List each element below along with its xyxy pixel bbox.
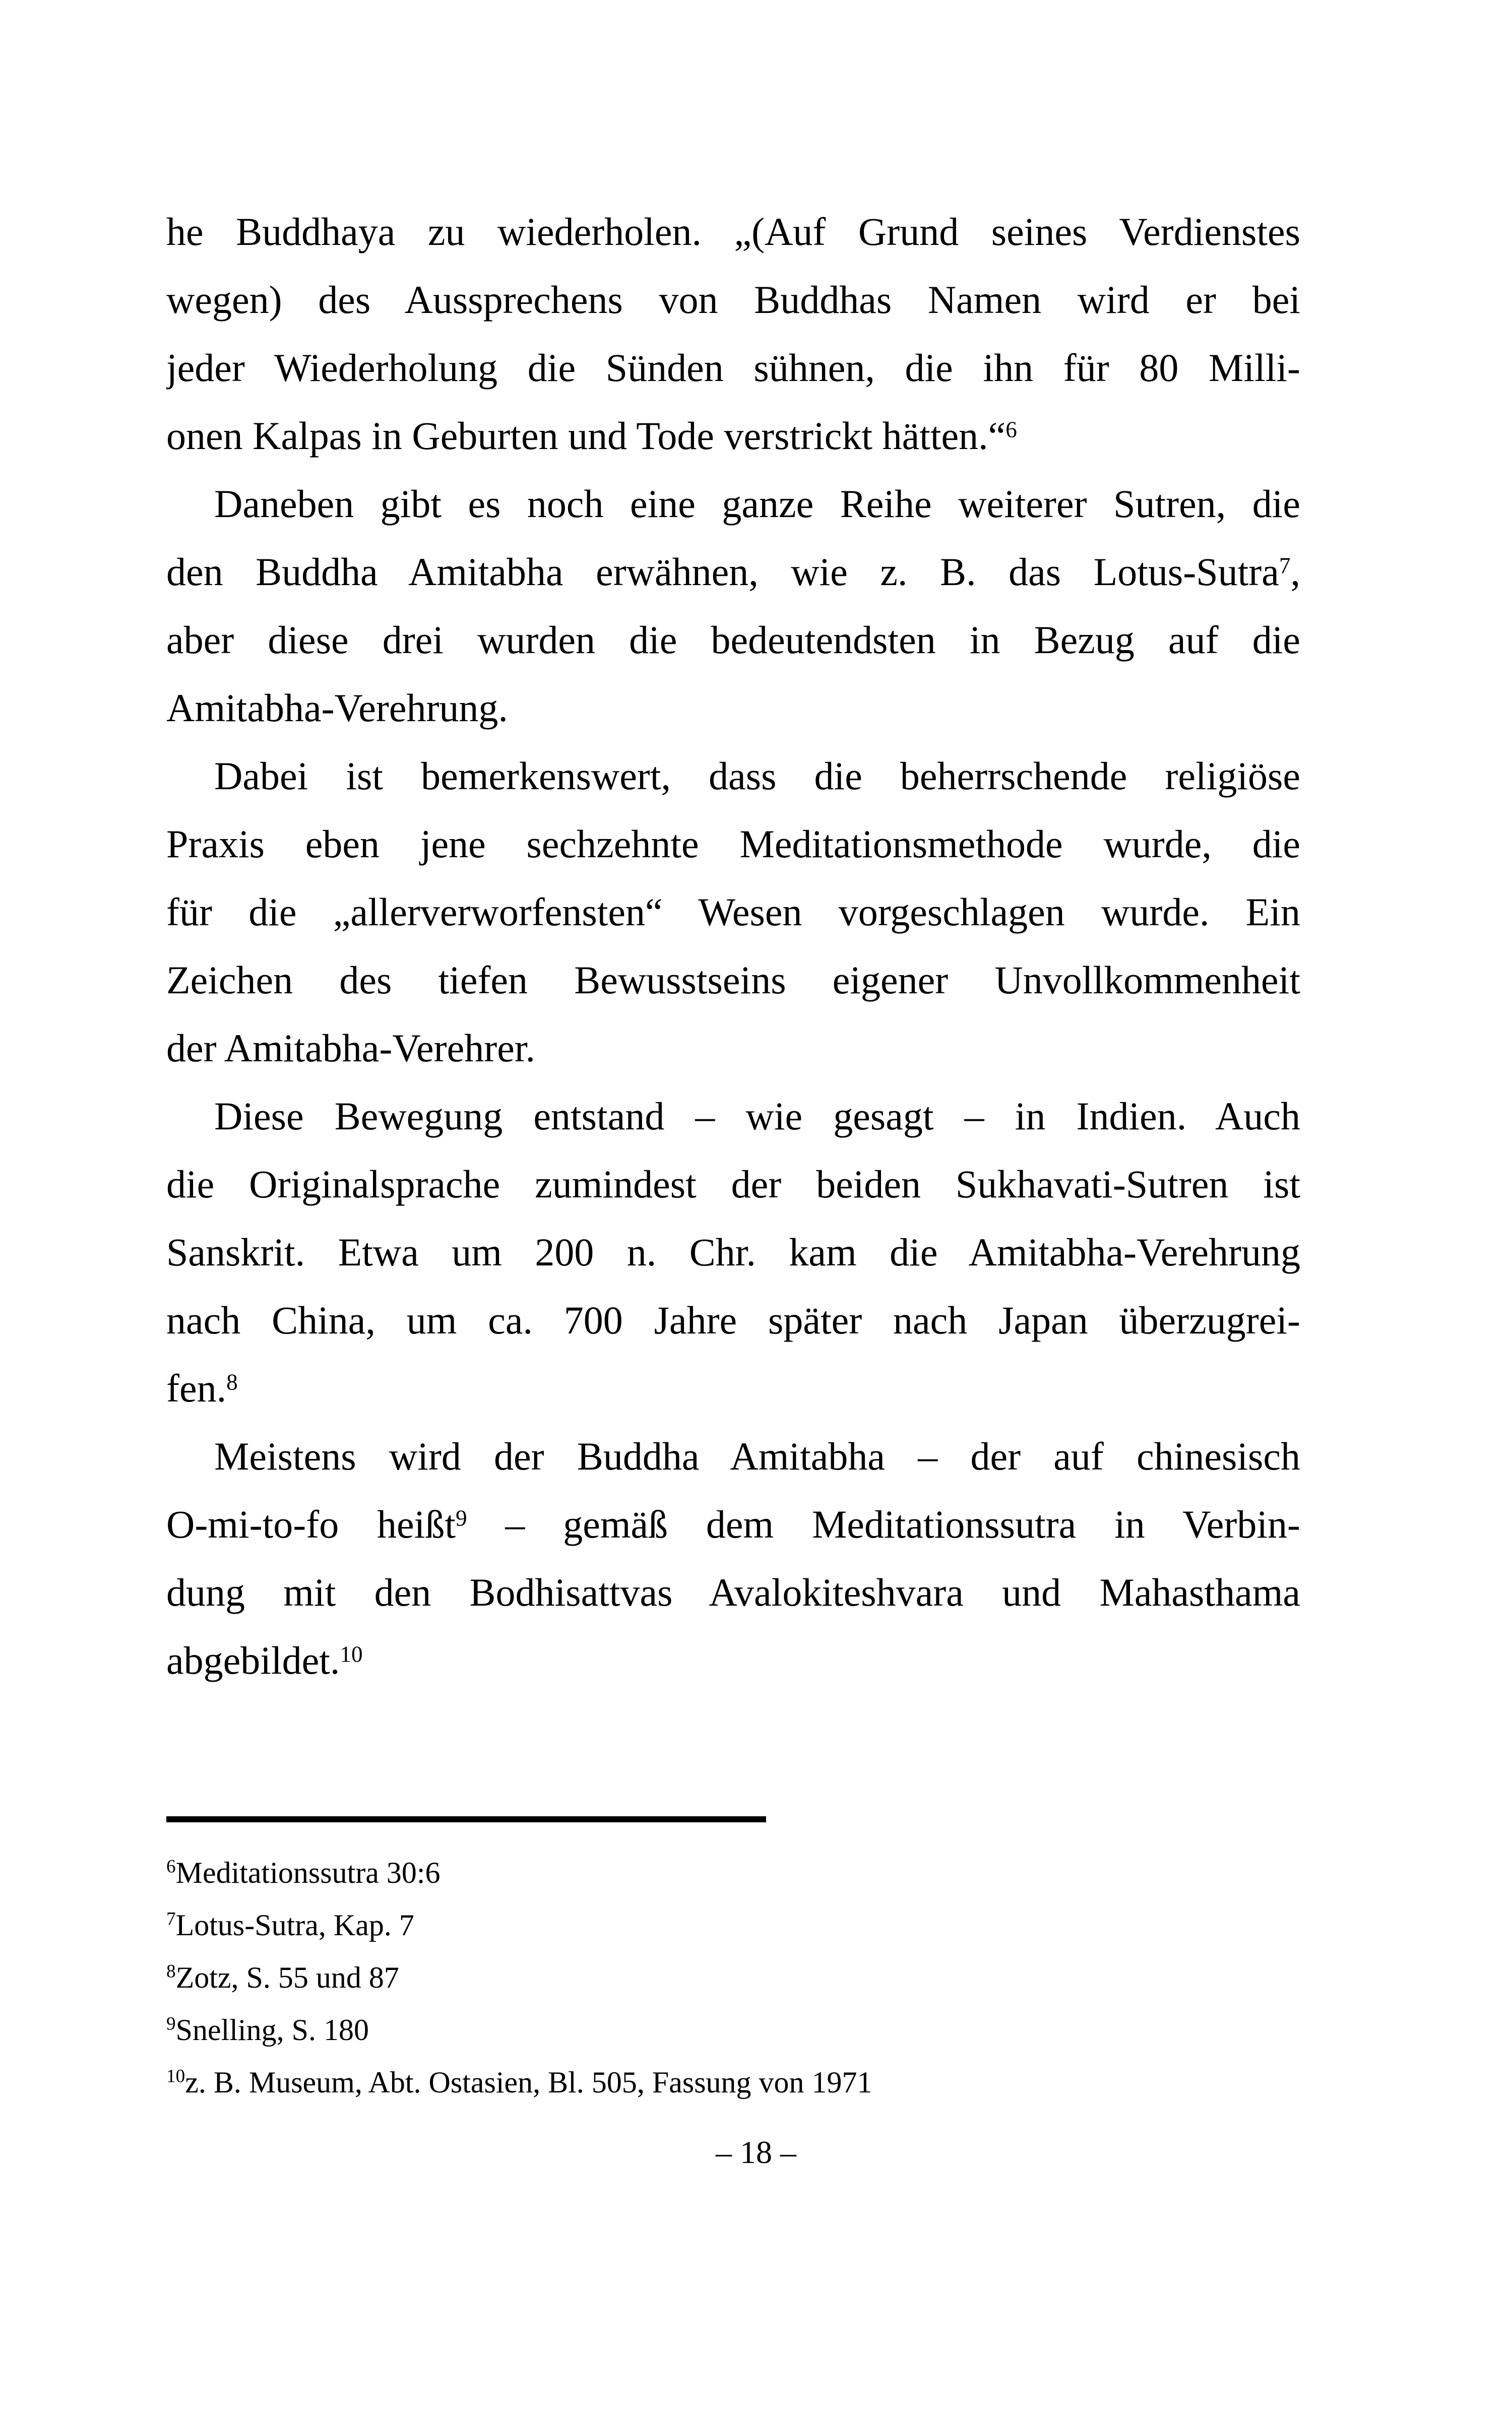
- footnote-ref-10: 10: [340, 1641, 363, 1667]
- body-line-text: Diese Bewegung entstand – wie gesagt – in Indien. Auch: [214, 1094, 1300, 1138]
- body-line: [166, 402, 1300, 470]
- body-line-text: für die „allerverworfensten“ Wesen vorgeschlagen wurde. Ein: [166, 890, 1300, 934]
- body-line: [166, 946, 1300, 1014]
- footnote-ref-6: 6: [1005, 417, 1017, 442]
- body-text: [166, 198, 1300, 1694]
- body-line-text: aber diese drei wurden die bedeutendsten in Bezug auf die: [166, 618, 1300, 662]
- body-line: [166, 266, 1300, 334]
- body-line: [166, 810, 1300, 878]
- footnote: [166, 1951, 1300, 2004]
- footnote-separator-rule: [166, 1816, 766, 1822]
- body-line-text: Meistens wird der Buddha Amitabha – der auf chinesisch: [214, 1434, 1300, 1478]
- body-line: [166, 1218, 1300, 1286]
- body-line: [166, 1286, 1300, 1354]
- footnote-number: 6: [166, 1856, 176, 1877]
- body-line: [166, 1150, 1300, 1218]
- body-line: [166, 1626, 1300, 1694]
- body-line: [166, 742, 1300, 810]
- footnote-ref-8: 8: [226, 1369, 238, 1395]
- body-line-text: der Amitabha-Verehrer.: [166, 1026, 536, 1070]
- body-line-text: Praxis eben jene sechzehnte Meditationsmethode wurde, die: [166, 822, 1300, 866]
- body-line-text: fen.: [166, 1366, 227, 1410]
- body-line-text: wegen) des Aussprechens von Buddhas Namen wird er bei: [166, 278, 1300, 322]
- body-line-text: he Buddhaya zu wiederholen. „(Auf Grund seines Verdienstes: [166, 210, 1300, 253]
- body-line: [166, 878, 1300, 946]
- body-line: [166, 470, 1300, 538]
- body-line-text: Zeichen des tiefen Bewusstseins eigener Unvollkommenheit: [166, 958, 1300, 1002]
- footnote-ref-9: 9: [456, 1505, 467, 1531]
- body-line: [166, 1490, 1300, 1558]
- footnote: [166, 2004, 1300, 2056]
- body-line-text: – gemäß dem Meditationssutra in Verbin-: [467, 1502, 1300, 1546]
- footnote-ref-7: 7: [1279, 553, 1291, 579]
- footnotes: [166, 1847, 1300, 2109]
- page-number: – 18 –: [716, 2134, 796, 2170]
- body-line-text: den Buddha Amitabha erwähnen, wie z. B. das Lotus-Sutra: [166, 550, 1279, 594]
- body-line-text: Sanskrit. Etwa um 200 n. Chr. kam die Amitabha-Verehrung: [166, 1230, 1300, 1274]
- footnote-number: 7: [166, 1909, 176, 1930]
- footnote: [166, 1899, 1300, 1951]
- body-line-text: nach China, um ca. 700 Jahre später nach Japan überzugrei-: [166, 1298, 1300, 1342]
- footnote-text: z. B. Museum, Abt. Ostasien, Bl. 505, Fassung von 1971: [185, 2066, 872, 2099]
- footnote-number: 8: [166, 1961, 176, 1982]
- footnote-text: Lotus-Sutra, Kap. 7: [175, 1909, 414, 1942]
- body-line: [166, 674, 1300, 742]
- body-line: [166, 334, 1300, 402]
- body-line: [166, 1014, 1300, 1082]
- body-line-text: abgebildet.: [166, 1638, 340, 1682]
- body-line: [166, 606, 1300, 674]
- footnote-text: Snelling, S. 180: [175, 2013, 369, 2047]
- body-line-text: ,: [1290, 550, 1300, 594]
- body-line: [166, 1422, 1300, 1490]
- footnote-text: Meditationssutra 30:6: [175, 1856, 440, 1889]
- body-line-text: Dabei ist bemerkenswert, dass die beherrschende religiöse: [214, 754, 1300, 798]
- footnote-text: Zotz, S. 55 und 87: [175, 1961, 399, 1994]
- body-line: [166, 538, 1300, 606]
- body-line: [166, 1558, 1300, 1626]
- body-line-text: O-mi-to-fo heißt: [166, 1502, 456, 1546]
- body-line-text: dung mit den Bodhisattvas Avalokiteshvara und Mahasthama: [166, 1570, 1300, 1614]
- footnote-number: 10: [166, 2066, 185, 2087]
- body-line-text: jeder Wiederholung die Sünden sühnen, die ihn für 80 Milli-: [166, 346, 1300, 390]
- body-line-text: Amitabha-Verehrung.: [166, 686, 508, 730]
- footnote-number: 9: [166, 2013, 176, 2034]
- body-line-text: die Originalsprache zumindest der beiden Sukhavati-Sutren ist: [166, 1162, 1300, 1206]
- footnote: [166, 1847, 1300, 1899]
- body-line: [166, 198, 1300, 266]
- body-line-text: Daneben gibt es noch eine ganze Reihe weiterer Sutren, die: [214, 482, 1300, 526]
- footnote: [166, 2056, 1300, 2109]
- body-line: [166, 1082, 1300, 1150]
- body-line: [166, 1354, 1300, 1422]
- body-line-text: onen Kalpas in Geburten und Tode verstrickt hätten.“: [166, 414, 1006, 458]
